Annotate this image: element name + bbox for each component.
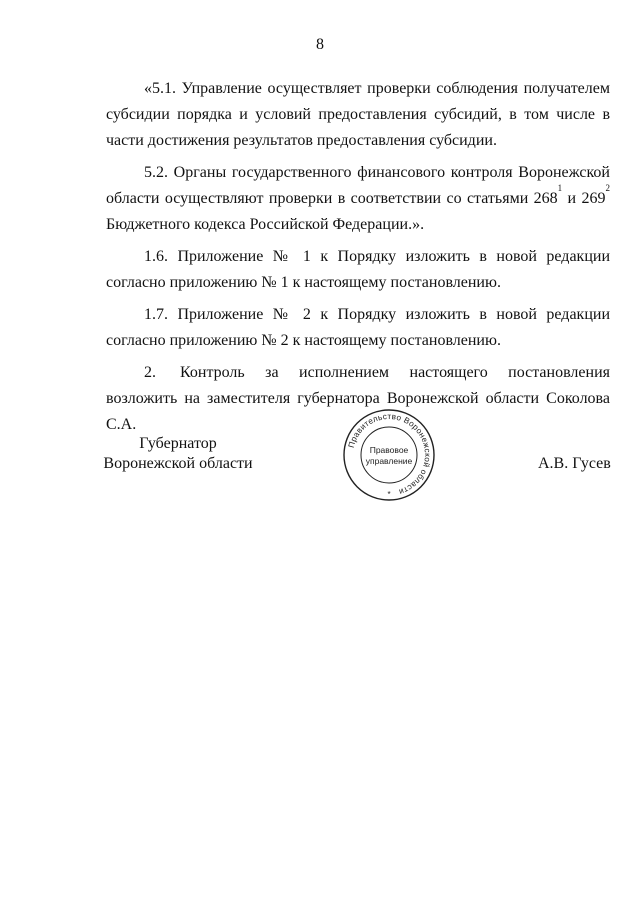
paragraph-5-1: «5.1. Управление осуществляет проверки соблюдения получателем субсидии порядка и условий предоставления субсидий, в том числе в части достижения результатов предоставления субсидии. [106, 80, 610, 149]
signatory-name: А.В. Гусев [538, 455, 611, 472]
signatory-title-line1: Губернатор [139, 435, 217, 452]
paragraph-1-6: 1.6. Приложение № 1 к Порядку изложить в новой редакции согласно приложению № 1 к настоящему постановлению. [106, 248, 610, 291]
footnote-1: 1 [557, 183, 563, 193]
footnote-2: 2 [605, 183, 610, 193]
signatory-title-line2: Воронежской области [103, 455, 253, 472]
stamp-ring-text: Правительство Воронежской области [346, 411, 433, 497]
document-body [106, 76, 610, 444]
signatory-title [103, 434, 253, 474]
paragraph-2-number: 2. [144, 364, 156, 381]
page-number: 8 [316, 36, 324, 53]
paragraph-2-text: Контроль за исполнением настоящего постановления возложить на заместителя губернатора Воронежской области Соколова С.А. [106, 364, 610, 433]
stamp-center-line1: Правовое [369, 445, 409, 455]
official-seal-stamp [342, 408, 436, 502]
paragraph-5-2: 5.2. Органы государственного финансового контроля Воронежской области осуществляют проверки в соответствии со статьями $268^1$ и $269^2$ Бюджетного кодекса Российской Федерации.». [106, 164, 610, 233]
paragraph-1-7: 1.7. Приложение № 2 к Порядку изложить в новой редакции согласно приложению № 2 к настоящему постановлению. [106, 306, 610, 349]
stamp-star: * [387, 490, 391, 499]
stamp-center-line2: управление [365, 456, 413, 466]
